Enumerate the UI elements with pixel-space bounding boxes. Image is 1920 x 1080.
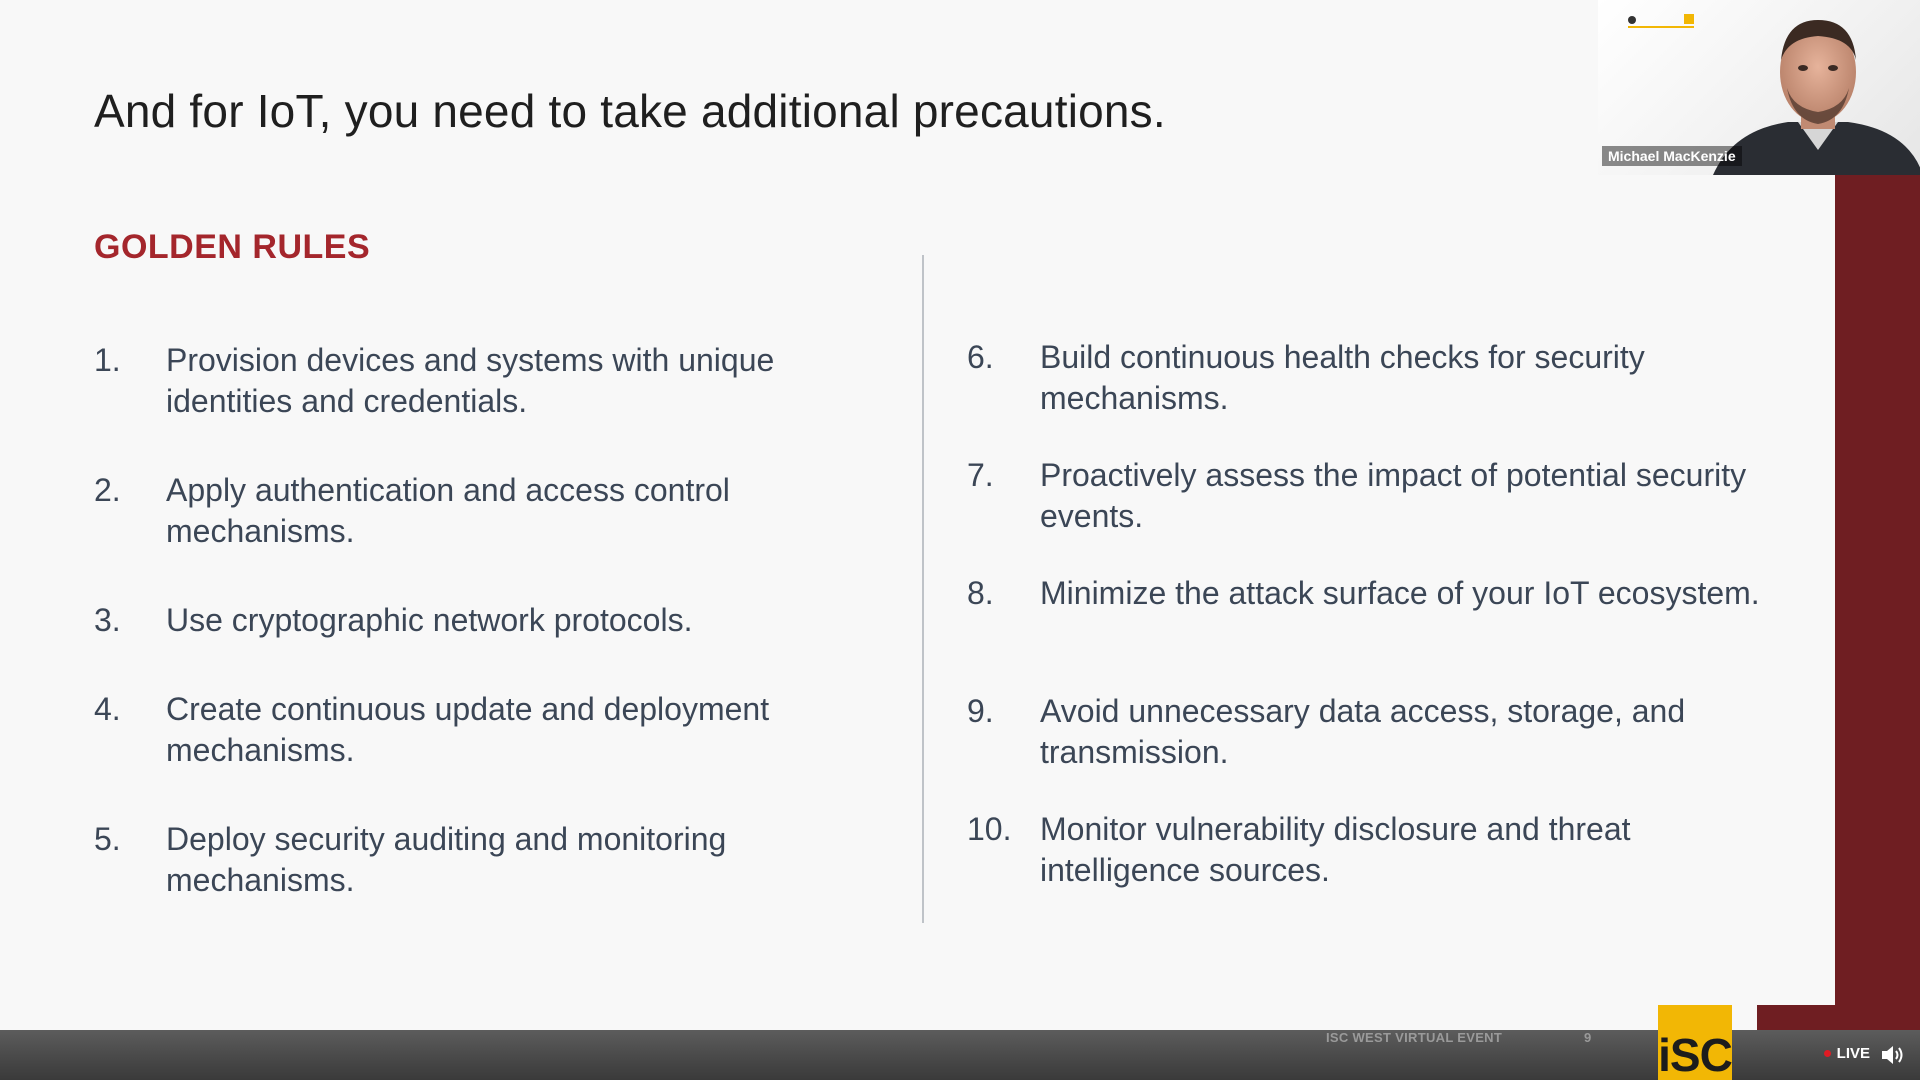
rule-text: Build continuous health checks for security mechanisms. xyxy=(1040,339,1645,416)
rule-text: Avoid unnecessary data access, storage, and transmission. xyxy=(1040,693,1686,770)
background-logo xyxy=(1628,14,1694,28)
rule-number: 4. xyxy=(94,691,121,727)
list-item xyxy=(94,689,854,819)
rule-number: 5. xyxy=(94,821,121,857)
live-indicator[interactable] xyxy=(1824,1045,1870,1062)
isc-logo: iSC xyxy=(1658,1005,1732,1080)
video-player-bar xyxy=(0,1030,1920,1080)
rule-text: Minimize the attack surface of your IoT ecosystem. xyxy=(1040,575,1760,611)
list-item xyxy=(967,691,1727,809)
list-item xyxy=(967,455,1747,573)
slide-accent-bar-bottom xyxy=(1757,1005,1920,1030)
rule-number: 9. xyxy=(967,693,994,729)
list-item xyxy=(94,600,854,689)
rule-text: Deploy security auditing and monitoring mechanisms. xyxy=(166,821,727,898)
rules-right-column xyxy=(967,337,1760,927)
column-divider xyxy=(922,255,924,923)
list-item xyxy=(967,809,1727,927)
live-dot-icon xyxy=(1824,1050,1831,1057)
list-item xyxy=(967,337,1727,455)
rule-text: Monitor vulnerability disclosure and threat intelligence sources. xyxy=(1040,811,1631,888)
section-heading: GOLDEN RULES xyxy=(94,228,371,266)
list-item xyxy=(94,470,854,600)
rule-number: 10. xyxy=(967,811,1012,847)
live-label: LIVE xyxy=(1836,1045,1870,1062)
rules-left-column xyxy=(94,340,854,949)
rule-number: 6. xyxy=(967,339,994,375)
rule-number: 2. xyxy=(94,472,121,508)
rule-number: 3. xyxy=(94,602,121,638)
rule-text: Apply authentication and access control mechanisms. xyxy=(166,472,730,549)
rule-text: Create continuous update and deployment mechanisms. xyxy=(166,691,770,768)
slide-footer-text: ISC WEST VIRTUAL EVENT xyxy=(1326,1030,1503,1045)
slide-page-number: 9 xyxy=(1584,1030,1592,1045)
rule-text: Provision devices and systems with unique identities and credentials. xyxy=(166,342,775,419)
list-item xyxy=(967,573,1760,691)
rule-text: Proactively assess the impact of potential security events. xyxy=(1040,457,1747,534)
list-item xyxy=(94,340,854,470)
rule-text: Use cryptographic network protocols. xyxy=(166,602,693,638)
volume-icon[interactable] xyxy=(1880,1043,1906,1067)
rule-number: 1. xyxy=(94,342,121,378)
rule-number: 8. xyxy=(967,575,994,611)
list-item xyxy=(94,819,854,949)
slide-title: And for IoT, you need to take additional precautions. xyxy=(94,85,1166,137)
presenter-name-tag: Michael MacKenzie xyxy=(1602,146,1742,166)
slide-accent-bar xyxy=(1835,175,1920,1030)
rule-number: 7. xyxy=(967,457,994,493)
presenter-webcam xyxy=(1598,0,1920,175)
